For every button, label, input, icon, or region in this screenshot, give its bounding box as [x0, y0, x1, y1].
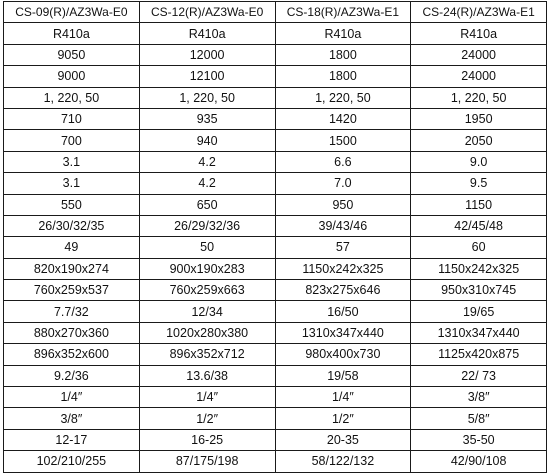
table-cell: 700 — [4, 130, 140, 151]
table-cell: 3.1 — [4, 173, 140, 194]
spec-table — [3, 1, 547, 473]
table-row — [4, 108, 547, 129]
table-cell: 760x259x663 — [139, 280, 275, 301]
table-cell: 58/122/132 — [275, 451, 411, 472]
table-row — [4, 322, 547, 343]
table-cell: 26/29/32/36 — [139, 215, 275, 236]
table-row — [4, 365, 547, 386]
table-cell: 26/30/32/35 — [4, 215, 140, 236]
table-cell: 24000 — [411, 44, 547, 65]
table-row — [4, 258, 547, 279]
column-header: CS-12(R)/AZ3Wa-E0 — [139, 2, 275, 23]
table-cell: 5/8″ — [411, 408, 547, 429]
table-cell: 19/65 — [411, 301, 547, 322]
table-cell: 12-17 — [4, 429, 140, 450]
table-cell: 3/8″ — [411, 387, 547, 408]
table-cell: 60 — [411, 237, 547, 258]
table-cell: 823x275x646 — [275, 280, 411, 301]
table-cell: 39/43/46 — [275, 215, 411, 236]
table-cell: 42/45/48 — [411, 215, 547, 236]
table-cell: 1150 — [411, 194, 547, 215]
table-cell: 9.2/36 — [4, 365, 140, 386]
table-cell: 1420 — [275, 108, 411, 129]
table-row — [4, 151, 547, 172]
table-cell: 900x190x283 — [139, 258, 275, 279]
table-row — [4, 215, 547, 236]
table-cell: 4.2 — [139, 151, 275, 172]
table-cell: 650 — [139, 194, 275, 215]
table-cell: 9.0 — [411, 151, 547, 172]
table-cell: 24000 — [411, 66, 547, 87]
table-cell: 1800 — [275, 44, 411, 65]
table-cell: 1/2″ — [139, 408, 275, 429]
table-cell: R410a — [275, 23, 411, 44]
table-cell: 6.6 — [275, 151, 411, 172]
table-cell: 880x270x360 — [4, 322, 140, 343]
table-cell: 42/90/108 — [411, 451, 547, 472]
table-cell: 12100 — [139, 66, 275, 87]
table-cell: 950 — [275, 194, 411, 215]
column-header: CS-09(R)/AZ3Wa-E0 — [4, 2, 140, 23]
table-cell: 1/4″ — [4, 387, 140, 408]
table-cell: 12/34 — [139, 301, 275, 322]
table-cell: 50 — [139, 237, 275, 258]
table-cell: 20-35 — [275, 429, 411, 450]
column-header: CS-24(R)/AZ3Wa-E1 — [411, 2, 547, 23]
table-cell: 1020x280x380 — [139, 322, 275, 343]
table-cell: 22/ 73 — [411, 365, 547, 386]
table-cell: 950x310x745 — [411, 280, 547, 301]
table-cell: 1125x420x875 — [411, 344, 547, 365]
table-row — [4, 429, 547, 450]
table-cell: 9.5 — [411, 173, 547, 194]
table-cell: 16/50 — [275, 301, 411, 322]
table-cell: 2050 — [411, 130, 547, 151]
table-row — [4, 301, 547, 322]
table-cell: 1950 — [411, 108, 547, 129]
table-cell: 1/4″ — [139, 387, 275, 408]
table-row — [4, 23, 547, 44]
table-cell: 49 — [4, 237, 140, 258]
header-row — [4, 2, 547, 23]
table-cell: 57 — [275, 237, 411, 258]
table-cell: 87/175/198 — [139, 451, 275, 472]
table-cell: R410a — [411, 23, 547, 44]
table-row — [4, 344, 547, 365]
column-header: CS-18(R)/AZ3Wa-E1 — [275, 2, 411, 23]
table-row — [4, 237, 547, 258]
table-cell: 980x400x730 — [275, 344, 411, 365]
table-cell: 760x259x537 — [4, 280, 140, 301]
table-cell: 940 — [139, 130, 275, 151]
table-cell: 1150x242x325 — [275, 258, 411, 279]
table-row — [4, 66, 547, 87]
table-cell: 820x190x274 — [4, 258, 140, 279]
table-cell: 102/210/255 — [4, 451, 140, 472]
table-cell: R410a — [4, 23, 140, 44]
table-cell: 19/58 — [275, 365, 411, 386]
table-cell: 9050 — [4, 44, 140, 65]
table-cell: 3/8″ — [4, 408, 140, 429]
table-cell: 896x352x600 — [4, 344, 140, 365]
table-cell: 1/4″ — [275, 387, 411, 408]
table-cell: 896x352x712 — [139, 344, 275, 365]
table-cell: 1150x242x325 — [411, 258, 547, 279]
table-cell: 935 — [139, 108, 275, 129]
table-row — [4, 87, 547, 108]
table-row — [4, 387, 547, 408]
table-cell: 7.7/32 — [4, 301, 140, 322]
table-row — [4, 173, 547, 194]
table-cell: 1500 — [275, 130, 411, 151]
table-cell: 710 — [4, 108, 140, 129]
table-cell: 4.2 — [139, 173, 275, 194]
table-cell: 9000 — [4, 66, 140, 87]
table-cell: 13.6/38 — [139, 365, 275, 386]
table-cell: R410a — [139, 23, 275, 44]
table-row — [4, 408, 547, 429]
table-row — [4, 44, 547, 65]
table-row — [4, 280, 547, 301]
table-cell: 1, 220, 50 — [4, 87, 140, 108]
table-cell: 7.0 — [275, 173, 411, 194]
table-cell: 1310x347x440 — [275, 322, 411, 343]
table-cell: 35-50 — [411, 429, 547, 450]
table-cell: 1/2″ — [275, 408, 411, 429]
table-cell: 12000 — [139, 44, 275, 65]
table-cell: 16-25 — [139, 429, 275, 450]
table-cell: 1, 220, 50 — [275, 87, 411, 108]
table-cell: 1800 — [275, 66, 411, 87]
table-row — [4, 130, 547, 151]
table-cell: 1, 220, 50 — [139, 87, 275, 108]
table-body — [4, 23, 547, 472]
table-row — [4, 194, 547, 215]
table-cell: 1310x347x440 — [411, 322, 547, 343]
table-cell: 3.1 — [4, 151, 140, 172]
table-cell: 1, 220, 50 — [411, 87, 547, 108]
table-cell: 550 — [4, 194, 140, 215]
